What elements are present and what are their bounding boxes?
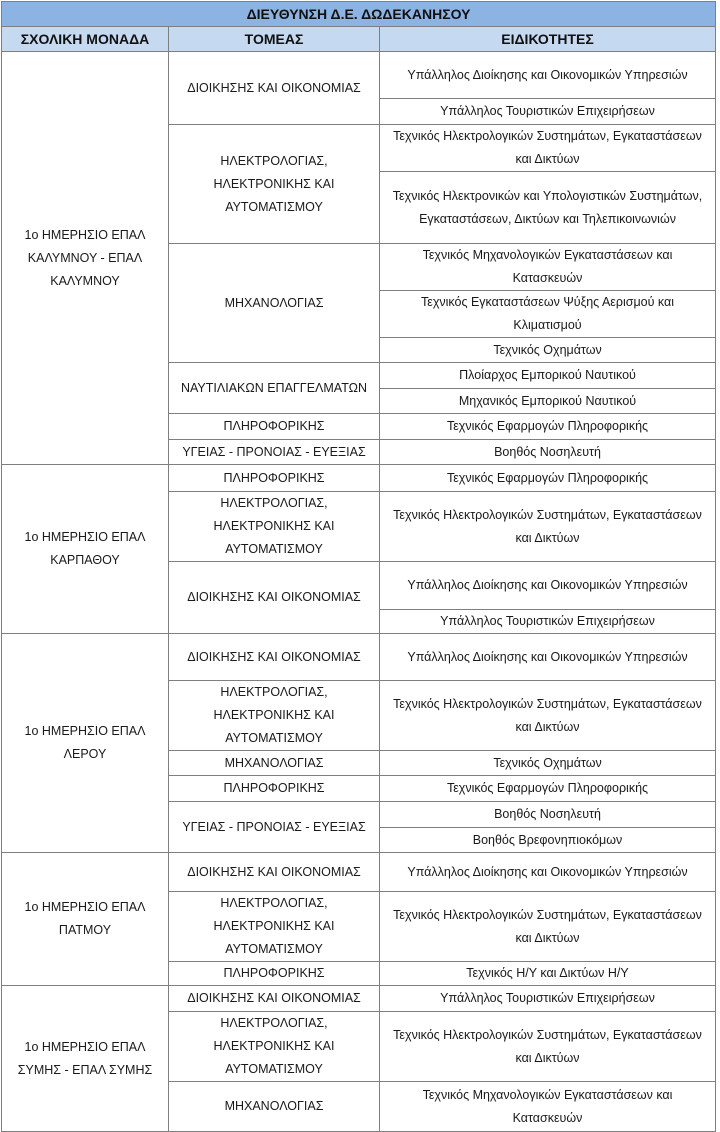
table-row — [2, 52, 716, 99]
school-name-line: ΠΑΤΜΟΥ — [58, 923, 112, 937]
sector-cell: ΜΗΧΑΝΟΛΟΓΙΑΣ — [169, 244, 380, 363]
sector-cell: ΝΑΥΤΙΛΙΑΚΩΝ ΕΠΑΓΓΕΛΜΑΤΩΝ — [169, 363, 380, 414]
school-cell — [2, 52, 169, 465]
school-cell — [2, 853, 169, 986]
school-name-line: 1ο ΗΜΕΡΗΣΙΟ ΕΠΑΛ — [24, 900, 146, 914]
specialty-cell: Τεχνικός Μηχανολογικών Εγκαταστάσεων και Κατασκευών — [380, 244, 716, 291]
specialty-cell: Τεχνικός Ηλεκτρολογικών Συστημάτων, Εγκαταστάσεων και Δικτύων — [380, 681, 716, 751]
sector-cell: ΜΗΧΑΝΟΛΟΓΙΑΣ — [169, 751, 380, 776]
specialty-cell: Υπάλληλος Τουριστικών Επιχειρήσεων — [380, 99, 716, 125]
table-row — [2, 634, 716, 681]
specialty-cell: Τεχνικός Ηλεκτρολογικών Συστημάτων, Εγκαταστάσεων και Δικτύων — [380, 492, 716, 562]
specialty-cell: Μηχανικός Εμπορικού Ναυτικού — [380, 389, 716, 414]
school-cell — [2, 465, 169, 634]
sector-cell: ΗΛΕΚΤΡΟΛΟΓΙΑΣ, ΗΛΕΚΤΡΟΝΙΚΗΣ ΚΑΙ ΑΥΤΟΜΑΤΙΣΜΟΥ — [169, 1012, 380, 1082]
specialty-cell: Τεχνικός Οχημάτων — [380, 751, 716, 776]
specialty-cell: Τεχνικός Μηχανολογικών Εγκαταστάσεων και Κατασκευών — [380, 1082, 716, 1132]
specialty-cell: Υπάλληλος Διοίκησης και Οικονομικών Υπηρεσιών — [380, 52, 716, 99]
table-row — [2, 986, 716, 1012]
sector-cell: ΔΙΟΙΚΗΣΗΣ ΚΑΙ ΟΙΚΟΝΟΜΙΑΣ — [169, 853, 380, 892]
column-header-row — [2, 27, 716, 52]
specialty-cell: Τεχνικός Εφαρμογών Πληροφορικής — [380, 465, 716, 492]
school-name-line: ΛΕΡΟΥ — [63, 747, 107, 761]
table-title: ΔΙΕΥΘΥΝΣΗ Δ.Ε. ΔΩΔΕΚΑΝΗΣΟΥ — [2, 2, 716, 27]
sector-cell: ΗΛΕΚΤΡΟΛΟΓΙΑΣ, ΗΛΕΚΤΡΟΝΙΚΗΣ ΚΑΙ ΑΥΤΟΜΑΤΙΣΜΟΥ — [169, 892, 380, 962]
specialty-cell: Υπάλληλος Διοίκησης και Οικονομικών Υπηρεσιών — [380, 634, 716, 681]
specialty-cell: Υπάλληλος Διοίκησης και Οικονομικών Υπηρεσιών — [380, 562, 716, 610]
sector-cell: ΠΛΗΡΟΦΟΡΙΚΗΣ — [169, 465, 380, 492]
table-body — [2, 52, 716, 1132]
table-title-row — [2, 2, 716, 27]
sector-cell: ΔΙΟΙΚΗΣΗΣ ΚΑΙ ΟΙΚΟΝΟΜΙΑΣ — [169, 52, 380, 125]
specialty-cell: Τεχνικός Εγκαταστάσεων Ψύξης Αερισμού και Κλιματισμού — [380, 291, 716, 338]
school-name-line: ΚΑΡΠΑΘΟΥ — [50, 553, 120, 567]
sector-cell: ΠΛΗΡΟΦΟΡΙΚΗΣ — [169, 776, 380, 802]
specialty-cell: Βοηθός Βρεφονηπιοκόμων — [380, 828, 716, 853]
sector-cell: ΜΗΧΑΝΟΛΟΓΙΑΣ — [169, 1082, 380, 1132]
school-name-line: 1ο ΗΜΕΡΗΣΙΟ ΕΠΑΛ — [24, 227, 146, 242]
specialty-cell: Τεχνικός Οχημάτων — [380, 338, 716, 363]
column-header-sector: ΤΟΜΕΑΣ — [169, 27, 380, 52]
specialty-cell: Υπάλληλος Τουριστικών Επιχειρήσεων — [380, 986, 716, 1012]
school-name-line: ΣΥΜΗΣ - ΕΠΑΛ ΣΥΜΗΣ — [17, 1062, 153, 1077]
table-row — [2, 853, 716, 892]
sector-cell: ΠΛΗΡΟΦΟΡΙΚΗΣ — [169, 962, 380, 986]
specialty-cell: Τεχνικός Η/Υ και Δικτύων Η/Υ — [380, 962, 716, 986]
column-header-specialties: ΕΙΔΙΚΟΤΗΤΕΣ — [380, 27, 716, 52]
school-name-line: 1ο ΗΜΕΡΗΣΙΟ ΕΠΑΛ — [24, 530, 146, 544]
specialty-cell: Τεχνικός Εφαρμογών Πληροφορικής — [380, 776, 716, 802]
specialty-cell: Τεχνικός Ηλεκτρολογικών Συστημάτων, Εγκαταστάσεων και Δικτύων — [380, 892, 716, 962]
school-name-line: 1ο ΗΜΕΡΗΣΙΟ ΕΠΑΛ — [24, 1039, 146, 1054]
specialty-cell: Πλοίαρχος Εμπορικού Ναυτικού — [380, 363, 716, 389]
sector-cell: ΗΛΕΚΤΡΟΛΟΓΙΑΣ, ΗΛΕΚΤΡΟΝΙΚΗΣ ΚΑΙ ΑΥΤΟΜΑΤΙΣΜΟΥ — [169, 125, 380, 244]
specialty-cell: Υπάλληλος Τουριστικών Επιχειρήσεων — [380, 610, 716, 634]
sector-cell: ΗΛΕΚΤΡΟΛΟΓΙΑΣ, ΗΛΕΚΤΡΟΝΙΚΗΣ ΚΑΙ ΑΥΤΟΜΑΤΙΣΜΟΥ — [169, 681, 380, 751]
schools-specialties-table — [1, 1, 716, 1132]
sector-cell: ΥΓΕΙΑΣ - ΠΡΟΝΟΙΑΣ - ΕΥΕΞΙΑΣ — [169, 802, 380, 853]
specialty-cell: Τεχνικός Εφαρμογών Πληροφορικής — [380, 414, 716, 440]
sector-cell: ΥΓΕΙΑΣ - ΠΡΟΝΟΙΑΣ - ΕΥΕΞΙΑΣ — [169, 440, 380, 465]
school-name-line: ΚΑΛΥΜΝΟΥ — [50, 273, 120, 288]
column-header-school: ΣΧΟΛΙΚΗ ΜΟΝΑΔΑ — [2, 27, 169, 52]
table-row — [2, 465, 716, 492]
sector-cell: ΠΛΗΡΟΦΟΡΙΚΗΣ — [169, 414, 380, 440]
specialty-cell: Τεχνικός Ηλεκτρονικών και Υπολογιστικών Συστημάτων, Εγκαταστάσεων, Δικτύων και Τηλεπικοινωνιών — [380, 172, 716, 244]
specialty-cell: Βοηθός Νοσηλευτή — [380, 802, 716, 828]
school-name-line: 1ο ΗΜΕΡΗΣΙΟ ΕΠΑΛ — [24, 724, 146, 738]
specialty-cell: Τεχνικός Ηλεκτρολογικών Συστημάτων, Εγκαταστάσεων και Δικτύων — [380, 125, 716, 172]
specialty-cell: Τεχνικός Ηλεκτρολογικών Συστημάτων, Εγκαταστάσεων και Δικτύων — [380, 1012, 716, 1082]
sector-cell: ΔΙΟΙΚΗΣΗΣ ΚΑΙ ΟΙΚΟΝΟΜΙΑΣ — [169, 562, 380, 634]
school-cell — [2, 634, 169, 853]
sector-cell: ΔΙΟΙΚΗΣΗΣ ΚΑΙ ΟΙΚΟΝΟΜΙΑΣ — [169, 986, 380, 1012]
sector-cell: ΔΙΟΙΚΗΣΗΣ ΚΑΙ ΟΙΚΟΝΟΜΙΑΣ — [169, 634, 380, 681]
school-name-line: ΚΑΛΥΜΝΟΥ - ΕΠΑΛ — [27, 250, 143, 265]
specialty-cell: Υπάλληλος Διοίκησης και Οικονομικών Υπηρεσιών — [380, 853, 716, 892]
school-cell — [2, 986, 169, 1132]
specialty-cell: Βοηθός Νοσηλευτή — [380, 440, 716, 465]
sector-cell: ΗΛΕΚΤΡΟΛΟΓΙΑΣ, ΗΛΕΚΤΡΟΝΙΚΗΣ ΚΑΙ ΑΥΤΟΜΑΤΙΣΜΟΥ — [169, 492, 380, 562]
